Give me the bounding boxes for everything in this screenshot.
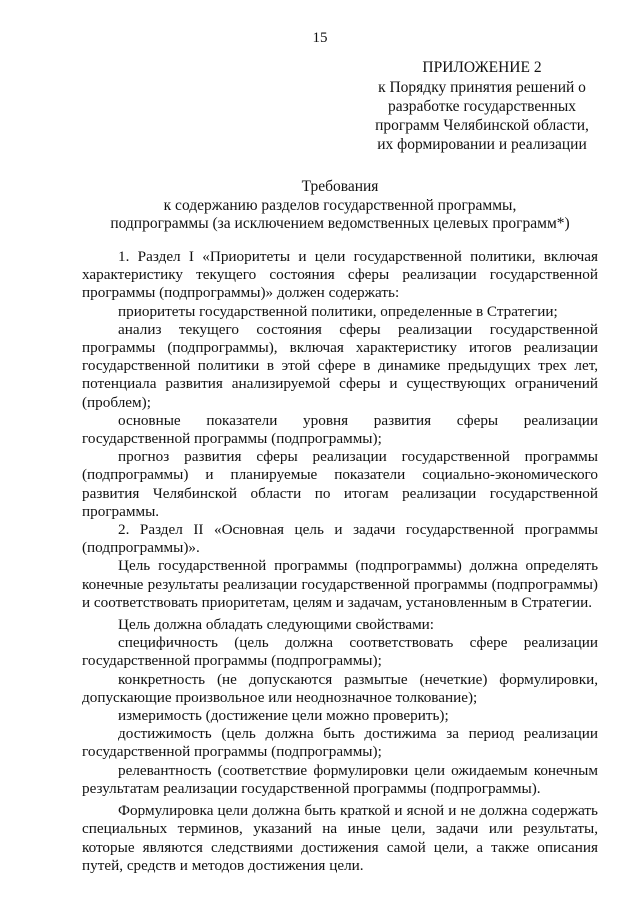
- paragraph-section-1: 1. Раздел I «Приоритеты и цели государственной политики, включая характеристику текущего состояния сферы реализации государственной программы (подпрограммы)» должен содержать:: [82, 248, 598, 302]
- paragraph: релевантность (соответствие формулировки цели ожидаемым конечным результатам реализации государственной программы (подпрограммы).: [82, 761, 598, 797]
- paragraph-section-2: 2. Раздел II «Основная цель и задачи государственной программы (подпрограммы)».: [82, 521, 598, 557]
- paragraph: измеримость (достижение цели можно проверить);: [118, 707, 449, 725]
- heading-title: Требования: [301, 178, 379, 195]
- appendix-block: [362, 58, 602, 154]
- paragraph: конкретность (не допускаются размытые (нечеткие) формулировки, допускающие произвольное или неоднозначное толкование);: [82, 670, 598, 706]
- appendix-line: их формировании и реализации: [377, 136, 587, 153]
- appendix-line: к Порядку принятия решений о: [378, 79, 586, 96]
- paragraph: Цель должна обладать следующими свойствами:: [118, 616, 435, 634]
- paragraph: Формулировка цели должна быть краткой и ясной и не должна содержать специальных терминов, указаний на иные цели, задачи или результаты, которые являются следствиями достижения самой цели, а также описания путей, средств и методов достижения цели.: [82, 802, 598, 874]
- heading-subtitle-line-1: к содержанию разделов государственной программы,: [163, 196, 517, 214]
- page-number: 15: [312, 30, 328, 46]
- appendix-line: программ Челябинской области,: [375, 117, 589, 134]
- paragraph: Цель государственной программы (подпрограммы) должна определять конечные результаты реализации государственной программы (подпрограммы) и соответствовать приоритетам, целям и задачам, установленным в Стратегии.: [82, 557, 598, 611]
- heading-subtitle-line-2: подпрограммы (за исключением ведомственных целевых программ*): [110, 215, 570, 232]
- appendix-line: разработке государственных: [387, 98, 577, 115]
- paragraph: анализ текущего состояния сферы реализации государственной программы (подпрограммы), включая характеристику итогов реализации государственной политики в этой сфере в динамике предыдущих трех лет, потенциала развития анализируемой сферы и существующих ограничений (проблем);: [82, 320, 598, 411]
- paragraph: прогноз развития сферы реализации государственной программы (подпрограммы) и планируемые показатели социально-экономического развития Челябинской области по итогам реализации государственной программы.: [82, 448, 598, 520]
- appendix-title: ПРИЛОЖЕНИЕ 2: [422, 59, 542, 76]
- document-heading: [80, 178, 600, 234]
- paragraph: приоритеты государственной политики, определенные в Стратегии;: [118, 302, 558, 320]
- document-body: [82, 248, 598, 875]
- paragraph: специфичность (цель должна соответствовать сфере реализации государственной программы (подпрограммы);: [82, 634, 598, 670]
- paragraph: основные показатели уровня развития сферы реализации государственной программы (подпрограммы);: [82, 411, 598, 448]
- paragraph: достижимость (цель должна быть достижима за период реализации государственной программы (подпрограммы);: [82, 725, 598, 761]
